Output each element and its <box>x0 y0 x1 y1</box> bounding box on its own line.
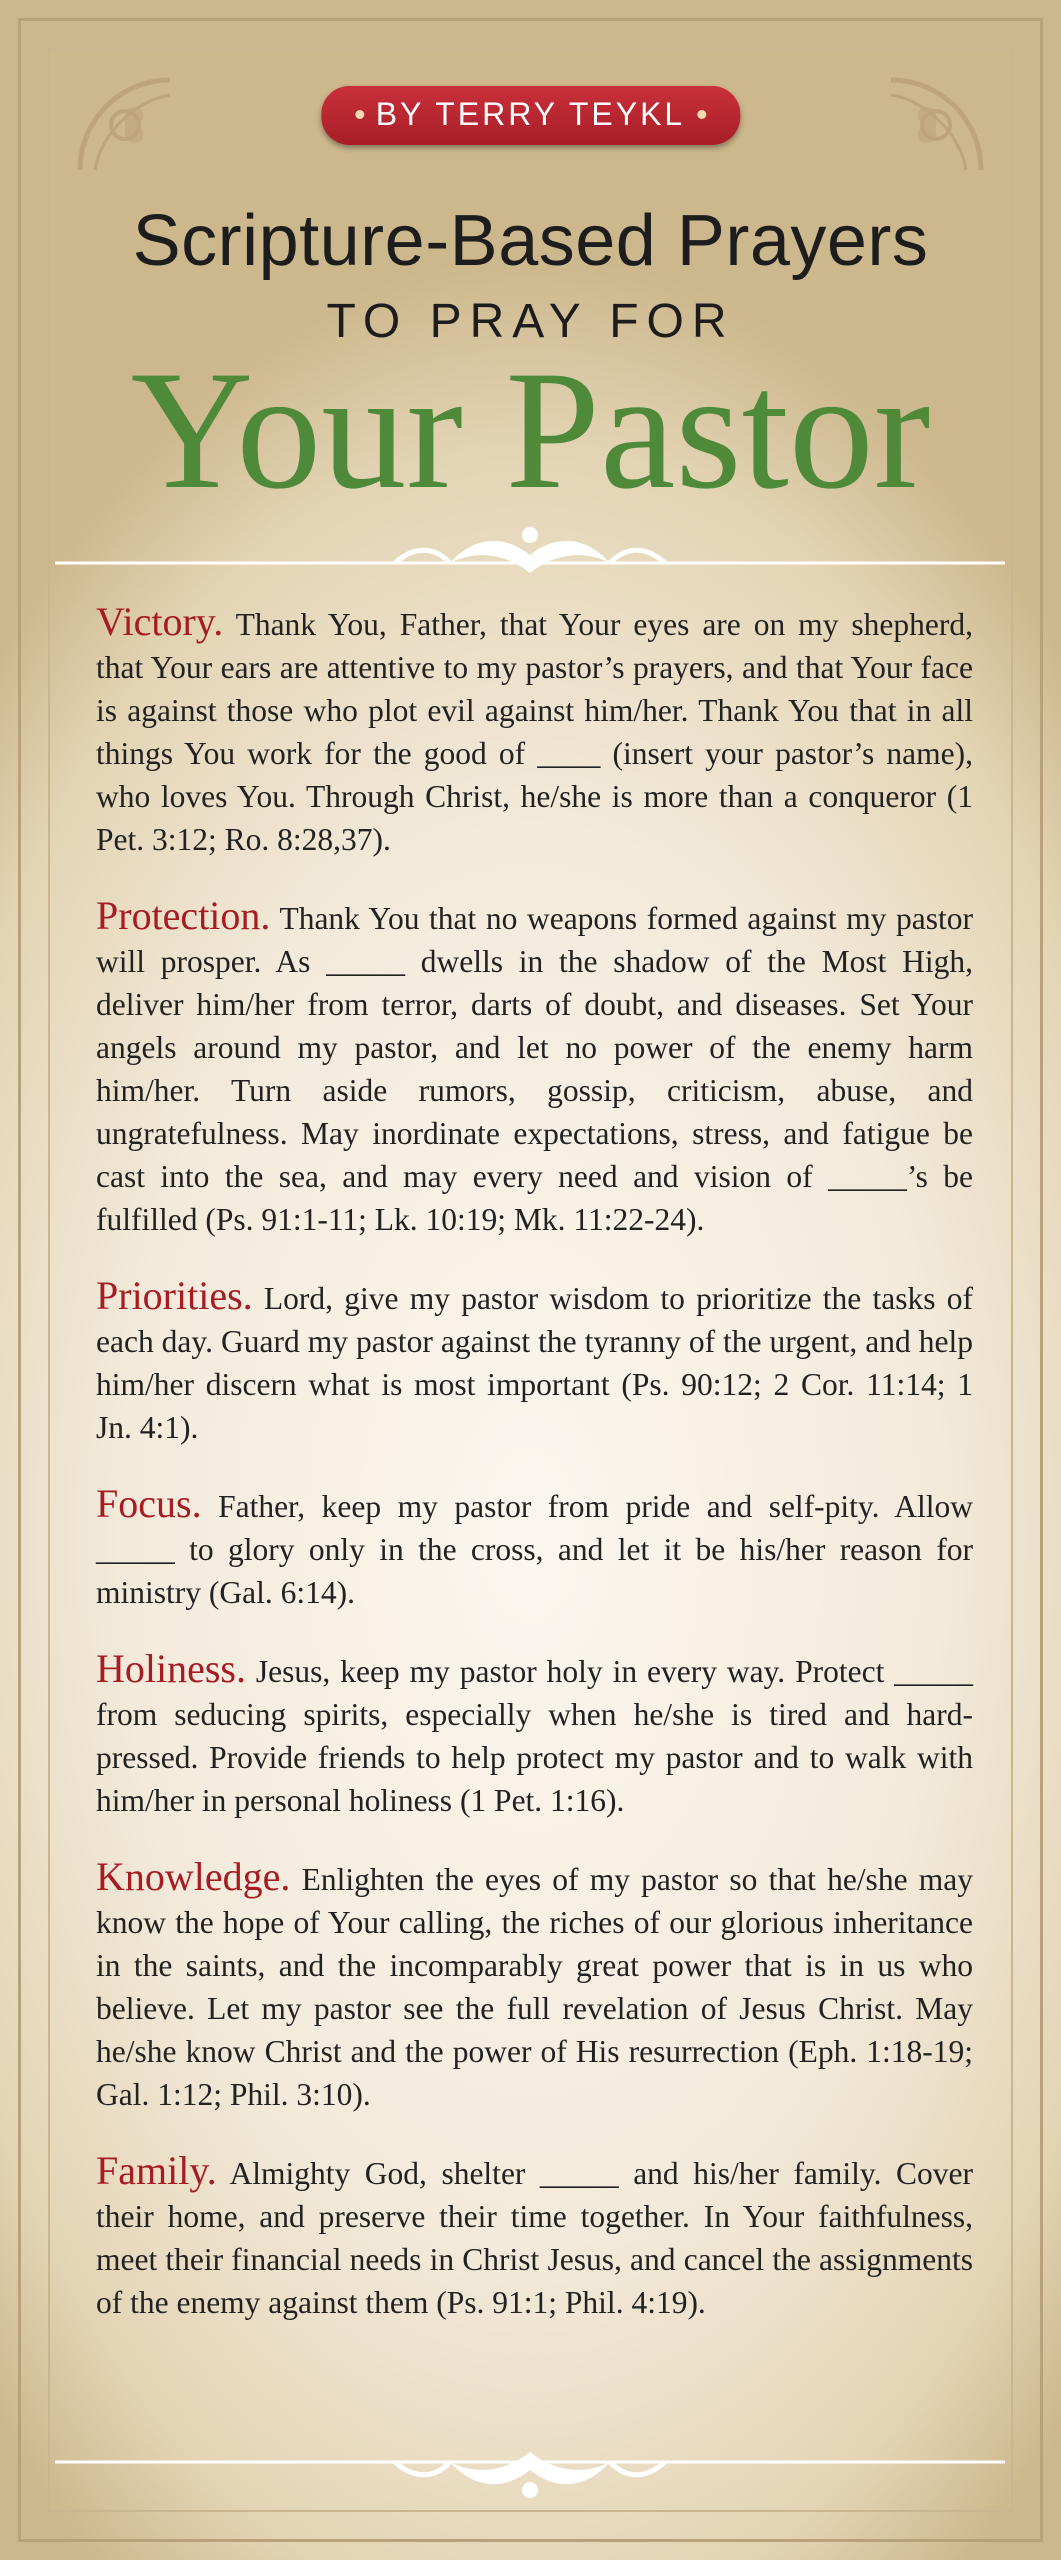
corner-flourish-icon <box>881 70 991 180</box>
author-badge <box>321 86 740 145</box>
prayer-victory <box>96 600 973 861</box>
prayer-text: Father, keep my pastor from pride and self-pity. Allow _____ to glory only in the cross, and let it be his/her reason for ministry (Gal. 6:14). <box>96 1489 973 1610</box>
prayer-text: Jesus, keep my pastor holy in every way. Protect _____ from seducing spirits, especially when he/she is tired and hard-pressed. Provide friends to help protect my pastor and to walk with him/her in personal holiness (1 Pet. 1:16). <box>96 1654 973 1818</box>
title-line-2: TO PRAY FOR <box>326 295 735 348</box>
prayer-holiness <box>96 1647 973 1822</box>
prayer-heading: Knowledge. <box>96 1854 291 1899</box>
ornamental-divider-icon <box>55 2440 1005 2510</box>
corner-flourish-icon <box>70 70 180 180</box>
bullet-dot-icon <box>697 110 706 119</box>
title-line-3: Your Pastor <box>130 336 931 524</box>
author-badge-text: BY TERRY TEYKL <box>375 96 686 132</box>
prayer-heading: Protection. <box>96 893 271 938</box>
title-line-1: Scripture-Based Prayers <box>132 201 929 281</box>
prayer-focus <box>96 1482 973 1614</box>
prayer-heading: Focus. <box>96 1481 202 1526</box>
ornamental-divider-icon <box>55 515 1005 585</box>
prayer-text: Thank You that no weapons formed against my pastor will prosper. As _____ dwells in the shadow of the Most High, deliver him/her from terror, darts of doubt, and diseases. Set Your angels around my pastor, and let no power of the enemy harm him/her. Turn aside rumors, gossip, criticism, abuse, and ungratefulness. May inordinate expectations, stress, and fatigue be cast into the sea, and may every need and vision of _____’s be fulfilled (Ps. 91:1-11; Lk. 10:19; Mk. 11:22-24). <box>96 901 973 1237</box>
prayer-text: Enlighten the eyes of my pastor so that he/she may know the hope of Your calling, the riches of our glorious inheritance in the saints, and the incomparably great power that is in us who believe. Let my pastor see the full revelation of Jesus Christ. May he/she know Christ and the power of His resurrection (Eph. 1:18-19; Gal. 1:12; Phil. 3:10). <box>96 1862 974 2112</box>
prayer-heading: Priorities. <box>96 1273 253 1318</box>
prayer-heading: Holiness. <box>96 1646 246 1691</box>
bullet-dot-icon <box>355 110 364 119</box>
prayer-text: Almighty God, shelter _____ and his/her family. Cover their home, and preserve their time together. In Your faithfulness, meet their financial needs in Christ Jesus, and cancel the assignments of the enemy against them (Ps. 91:1; Phil. 4:19). <box>96 2156 973 2320</box>
prayer-heading: Victory. <box>96 599 224 644</box>
prayer-protection <box>96 894 973 1241</box>
prayer-text: Lord, give my pastor wisdom to prioritize the tasks of each day. Guard my pastor against the tyranny of the urgent, and help him/her discern what is most important (Ps. 90:12; 2 Cor. 11:14; 1 Jn. 4:1). <box>96 1281 973 1445</box>
prayer-family <box>96 2149 973 2324</box>
prayer-priorities <box>96 1274 973 1449</box>
prayer-knowledge <box>96 1855 973 2116</box>
prayer-list <box>96 600 973 2357</box>
prayer-text: Thank You, Father, that Your eyes are on my shepherd, that Your ears are attentive to my pastor’s prayers, and that Your face is against those who plot evil against him/her. Thank You that in all things You work for the good of ____ (insert your pastor’s name), who loves You. Through Christ, he/she is more than a conqueror (1 Pet. 3:12; Ro. 8:28,37). <box>96 607 973 857</box>
prayer-heading: Family. <box>96 2148 217 2193</box>
